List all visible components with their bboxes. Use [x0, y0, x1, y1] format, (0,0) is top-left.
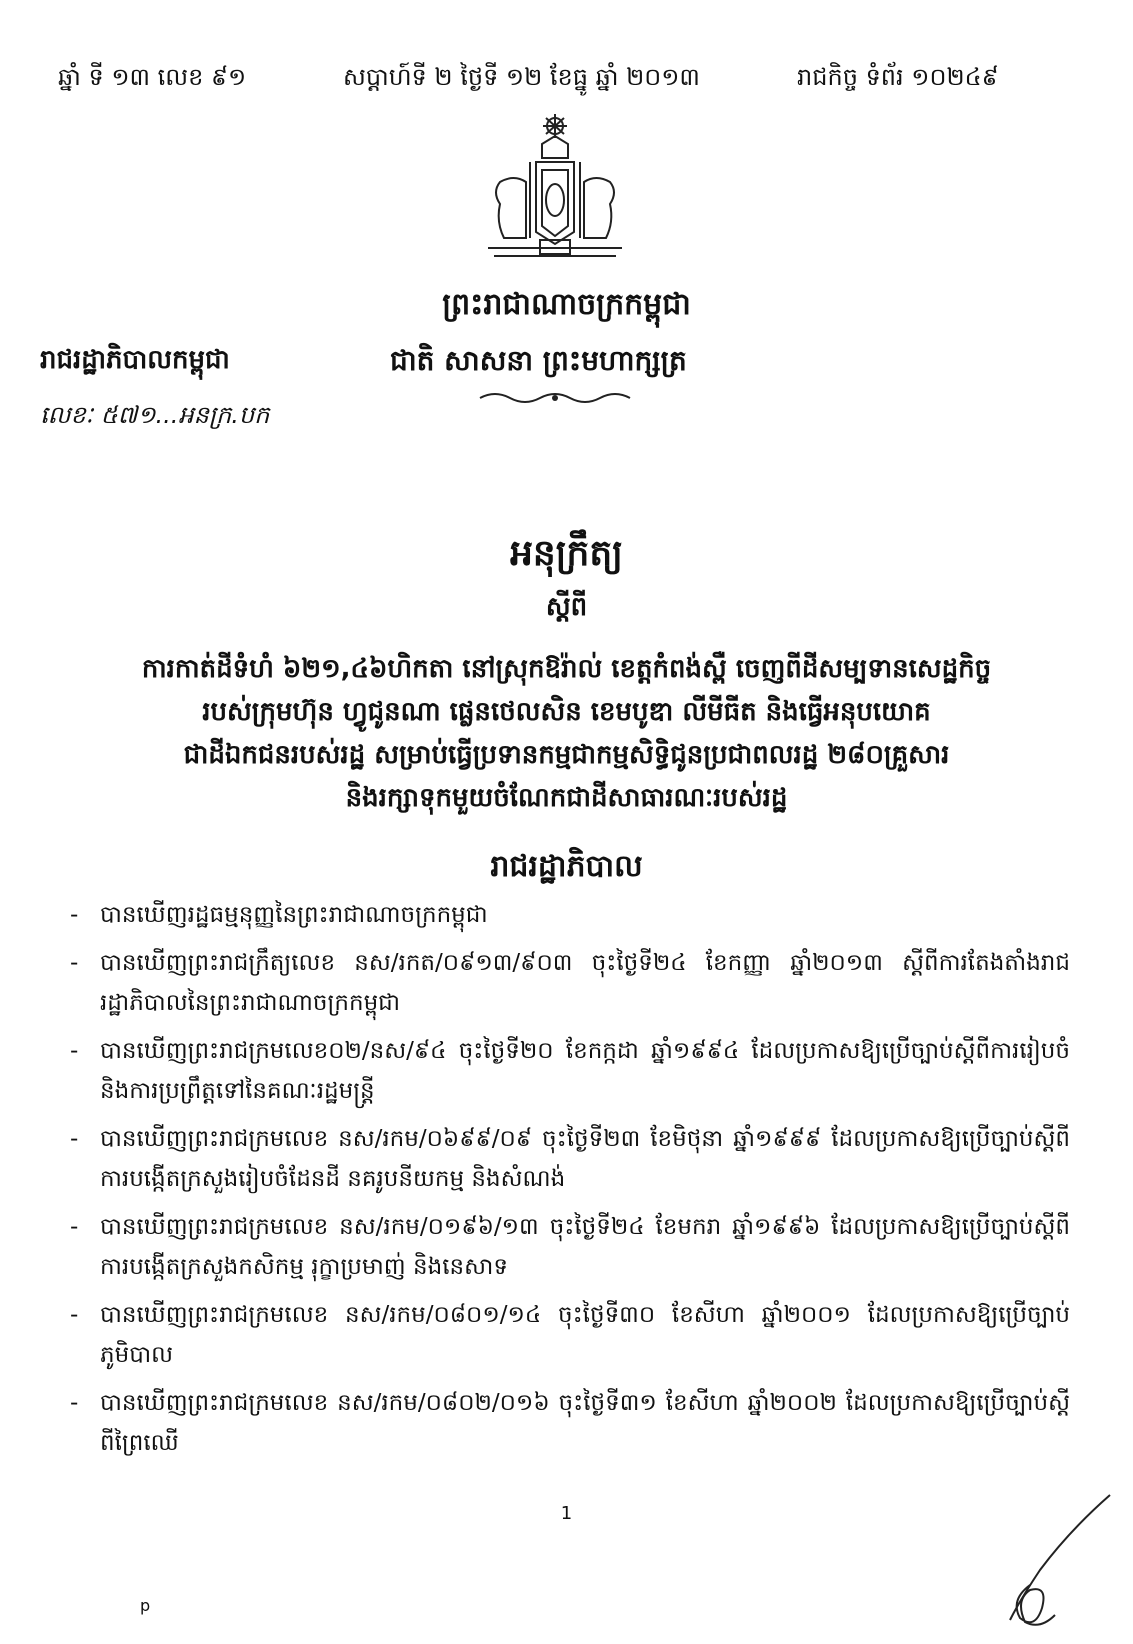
royal-coat-of-arms-icon [470, 112, 640, 262]
gazette-issue: ឆ្នាំ ទី ១៣ លេខ ៩១ [58, 63, 247, 91]
preamble-item: - បានឃើញព្រះរាជក្រឹត្យលេខ នស/រកត/០៩១៣/៩០៣ ចុះថ្ងៃទី២៤ ខែកញ្ញា ឆ្នាំ២០១៣ ស្តីពីការតែងតាំងរាជរដ្ឋាភិបាលនៃព្រះរាជាណាចក្រកម្ពុជា [70, 950, 1070, 1016]
subject-line: និងរក្សាទុកមួយចំណែកជាដីសាធារណៈរបស់រដ្ឋ [345, 783, 788, 813]
preamble-item: - បានឃើញព្រះរាជក្រមលេខ នស/រកម/០១៩៦/១៣ ចុះថ្ងៃទី២៤ ខែមករា ឆ្នាំ១៩៩៦ ដែលប្រកាសឱ្យប្រើច្បាប់ស្តីពីការបង្កើតក្រសួងកសិកម្ម រុក្ខាប្រមាញ់ និងនេសាទ [70, 1214, 1070, 1280]
national-motto: ជាតិ សាសនា ព្រះមហាក្សត្រ [390, 344, 687, 377]
subject-line: ការកាត់ដីទំហំ ៦២១,៤៦ហិកតា នៅស្រុកឱរ៉ាល់ ខេត្តកំពង់ស្ពឺ ចេញពីដីសម្បទានសេដ្ឋកិច្ច [141, 654, 992, 684]
kingdom-title: ព្រះរាជាណាចក្រកម្ពុជា [442, 287, 691, 322]
preamble-item: - បានឃើញព្រះរាជក្រមលេខ០២/នស/៩៤ ចុះថ្ងៃទី២០ ខែកក្កដា ឆ្នាំ១៩៩៤ ដែលប្រកាសឱ្យប្រើច្បាប់ស្តីពីការរៀបចំនិងការប្រព្រឹត្តទៅនៃគណៈរដ្ឋមន្ត្រី [70, 1038, 1070, 1104]
preamble-item: - បានឃើញព្រះរាជក្រមលេខ នស/រកម/០៦៩៩/០៩ ចុះថ្ងៃទី២៣ ខែមិថុនា ឆ្នាំ១៩៩៩ ដែលប្រកាសឱ្យប្រើច្បាប់ស្តីពីការបង្កើតក្រសួងរៀបចំដែនដី នគរូបនីយកម្ម និងសំណង់ [70, 1126, 1070, 1192]
document-about-label: ស្តីពី [545, 592, 588, 622]
footer-mark: p [140, 1596, 151, 1615]
handwritten-initials-icon [1000, 1490, 1115, 1630]
preamble-item: - បានឃើញព្រះរាជក្រមលេខ នស/រកម/០៨០២/០១៦ ចុះថ្ងៃទី៣១ ខែសីហា ឆ្នាំ២០០២ ដែលប្រកាសឱ្យប្រើច្បាប់ស្តីពីព្រៃឈើ [70, 1390, 1070, 1456]
gazette-date: សប្តាហ៍ទី ២ ថ្ងៃទី ១២ ខែធ្នូ ឆ្នាំ ២០១៣ [343, 63, 700, 91]
reference-number: លេខៈ ៥៧១...អនក្រ.បក [40, 401, 270, 429]
subject-line: របស់ក្រុមហ៊ុន ហ្វូជូនណា ផ្លេនថេលសិន ខេមបូឌា លីមីធីត និងធ្វើអនុបយោគ [202, 697, 931, 727]
subject-line: ជាដីឯកជនរបស់រដ្ឋ សម្រាប់ធ្វើប្រទានកម្មជាកម្មសិទ្ធិជូនប្រជាពលរដ្ឋ ២៨០គ្រួសារ [183, 740, 950, 770]
ornament-divider-icon [470, 388, 640, 408]
document-subject [0, 648, 1133, 820]
government-heading: រាជរដ្ឋាភិបាល [490, 849, 643, 884]
document-type: អនុក្រឹត្យ [510, 533, 623, 574]
preamble-item: - បានឃើញរដ្ឋធម្មនុញ្ញនៃព្រះរាជាណាចក្រកម្ពុជា [70, 902, 488, 928]
page-number: 1 [560, 1503, 573, 1524]
issuing-government: រាជរដ្ឋាភិបាលកម្ពុជា [40, 345, 230, 375]
preamble-item: - បានឃើញព្រះរាជក្រមលេខ នស/រកម/០៨០១/១៤ ចុះថ្ងៃទី៣០ ខែសីហា ឆ្នាំ២០០១ ដែលប្រកាសឱ្យប្រើច្បាប់ភូមិបាល [70, 1302, 1070, 1368]
gazette-page: រាជកិច្ច ទំព័រ ១០២៤៩ [797, 63, 999, 91]
preamble-list [70, 895, 1070, 1471]
